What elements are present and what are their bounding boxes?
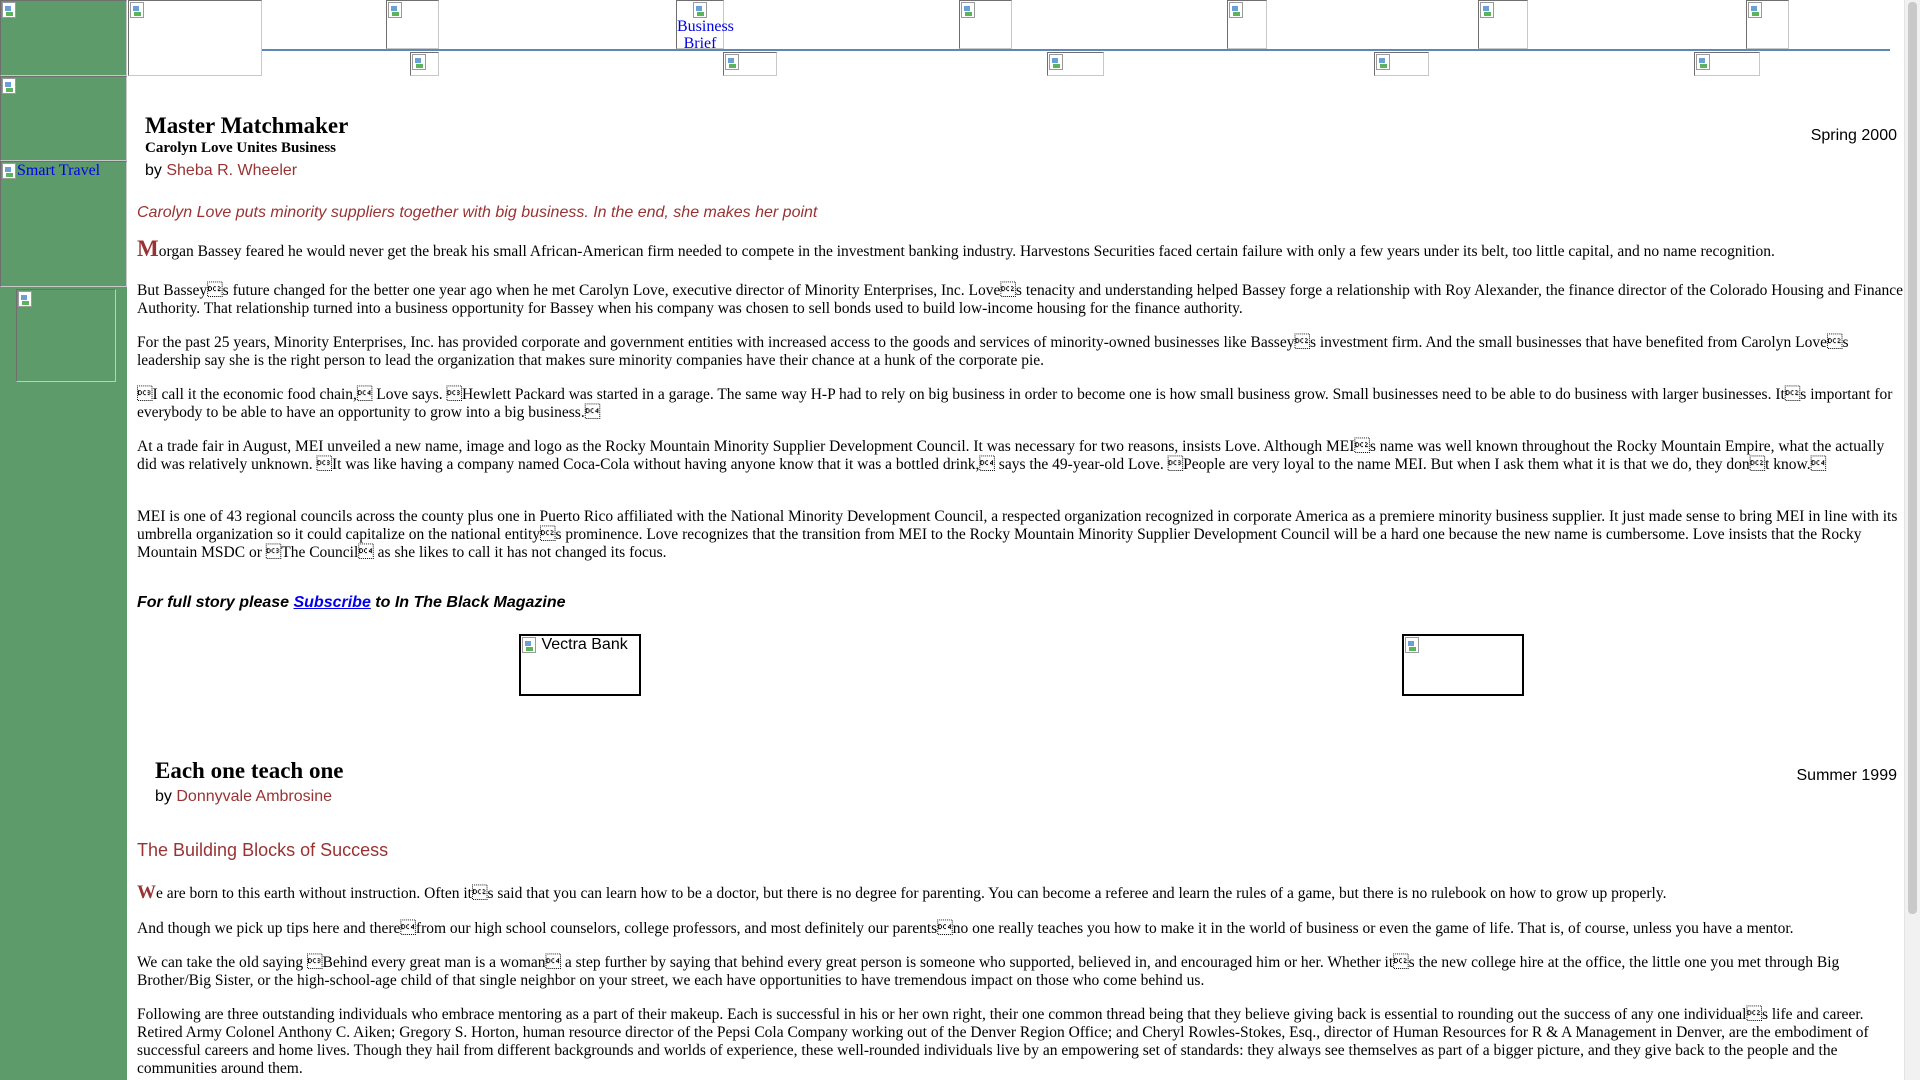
broken-image-icon (1696, 54, 1710, 70)
subnav-image-link-5[interactable] (1694, 52, 1760, 76)
subscribe-callout (137, 594, 566, 612)
article-2-author: Donnyvale Ambrosine (176, 788, 332, 805)
right-banner-ad[interactable] (1402, 634, 1524, 696)
article-1-byline (145, 162, 297, 180)
smart-travel-alt-text: Smart Travel (17, 162, 101, 179)
article-1-paragraph-4: I call it the economic food chain, Love says. Hewlett Packard was started in a garage. The same way H-P had to rely on big business in order to become one is how small business grow. Small businesses need to be able to do business with larger businesses. Its important for everybody to be able to have an opportunity to grow into a big business. (137, 386, 1893, 421)
broken-image-icon (2, 163, 16, 179)
sidebar-logo-image[interactable] (0, 0, 127, 76)
masthead-logo-image[interactable] (128, 0, 262, 76)
broken-image-icon (1376, 54, 1390, 70)
cta-prefix: For full story please (137, 594, 294, 611)
article-2-title: Each one teach one (155, 758, 344, 783)
nav-image-link-4[interactable] (1227, 0, 1267, 49)
broken-image-icon (130, 2, 144, 18)
byline-prefix: by (155, 788, 172, 805)
subnav-image-link-3[interactable] (1047, 52, 1104, 76)
article-1-lead-paragraph (137, 236, 1903, 261)
article-1-paragraph-5: At a trade fair in August, MEI unveiled a new name, image and logo as the Rocky Mountain Minority Supplier Development Council. It was necessary for two reasons, insists Love. Although MEIs name was well known throughout the Rocky Mountain Empire, what the actually did was relatively unknown. It was like having a company named Coca-Cola without having anyone know that it was a bottled drink, says the 49-year-old Love. People are very loyal to the name MEI. But when I ask them what it is that we do, they dont know. (137, 438, 1885, 473)
article-2-paragraph-2: And though we pick up tips here and therefrom our high school counselors, college professors, and most definitely our parentsno one really teaches you how to make it in the world of business or even the game of life. That is, of course, unless you have a mentor. (137, 920, 1794, 937)
nav-image-link-3[interactable] (959, 0, 1012, 49)
vectra-bank-alt-text: Vectra Bank (541, 636, 628, 653)
dropcap: M (137, 236, 159, 261)
article-2-paragraph-4: Following are three outstanding individuals who embrace mentoring as a part of their makeup. Each is successful in his or her own right, their one common thread being that they believe giving back is essential to rounding out the success of any one individuals life and career. Retired Army Colonel Anthony C. Aiken; Gregory S. Horton, human resource director of the Pepsi Cola Company working out of the Denver Region Office; and Cheryl Rowles-Stokes, Esq., director of Human Resources for R & A Management in Denver, are the embodiment of successful careers and home lives. Though they hail from different backgrounds and worlds of experience, these well-rounded individuals live by an empowering set of standards: they always see themselves as part of a bigger picture, and they give back to the people and the communities around them. (137, 1006, 1869, 1077)
broken-image-icon (1480, 2, 1494, 18)
subscribe-link[interactable]: Subscribe (293, 594, 371, 611)
broken-image-icon (412, 54, 426, 70)
nav-divider-line (262, 49, 1890, 51)
sidebar-smart-travel-link[interactable] (0, 161, 127, 287)
broken-image-icon (2, 2, 16, 18)
article-1-paragraph-3: For the past 25 years, Minority Enterprises, Inc. has provided corporate and government entities with increased access to the goods and services of minority-owned businesses like Basseys investment firm. And the small businesses that have benefited from Carolyn Loves leadership say she is the right person to lead the organization that makes sure minority companies have their chance at a hunk of the corporate pie. (137, 334, 1849, 369)
vertical-scrollbar[interactable] (1904, 0, 1920, 1080)
nav-business-brief-link[interactable] (676, 0, 734, 52)
broken-image-icon (388, 2, 402, 18)
lead-paragraph-text: e are born to this earth without instruction. Often its said that you can learn how to be a doctor, but there is no degree for parenting. You can become a referee and learn the rules of a game, but there is no rulebook on how to grow up properly. (156, 885, 1667, 902)
byline-prefix: by (145, 162, 162, 179)
broken-image-icon (693, 2, 707, 18)
subnav-image-link-1[interactable] (410, 52, 439, 76)
article-1-deck: Carolyn Love puts minority suppliers together with big business. In the end, she makes her point (137, 204, 818, 221)
broken-image-icon (961, 2, 975, 18)
scrollbar-thumb[interactable] (1908, 2, 1917, 914)
article-2-paragraph-3: We can take the old saying Behind every great man is a woman a step further by saying that behind every great person is someone who supported, believed in, and encouraged him or her. Whether its the new college hire at the office, the little one you met through Big Brother/Big Sister, or the high-school-age child of that single neighbor on your street, we each have opportunities to have tremendous impact on those who come behind us. (137, 954, 1840, 989)
broken-image-icon (522, 637, 536, 653)
broken-image-icon (725, 54, 739, 70)
article-1-author: Sheba R. Wheeler (166, 162, 298, 179)
broken-image-icon (1405, 637, 1419, 653)
subnav-image-link-2[interactable] (723, 52, 777, 76)
broken-image-icon (1748, 2, 1762, 18)
article-1-season: Spring 2000 (1810, 127, 1897, 144)
lead-paragraph-text: organ Bassey feared he would never get the break his small African-American firm needed to compete in the investment banking industry. Harvestons Securities faced certain failure with only a few years under its belt, too little capital, and no name recognition. (158, 243, 1775, 260)
subnav-image-link-4[interactable] (1374, 52, 1429, 76)
broken-image-icon (1049, 54, 1063, 70)
nav-image-link-6[interactable] (1746, 0, 1789, 49)
business-brief-alt-text: Business Brief (677, 18, 734, 52)
article-2-deck: The Building Blocks of Success (137, 840, 389, 860)
sidebar-promo-image[interactable] (16, 289, 116, 382)
nav-image-link-5[interactable] (1478, 0, 1528, 49)
article-2-byline (155, 788, 332, 806)
sidebar-banner-image[interactable] (0, 76, 127, 161)
broken-image-icon (1229, 2, 1243, 18)
article-2-lead-paragraph (137, 884, 1903, 903)
dropcap: W (137, 882, 156, 903)
article-1-subtitle: Carolyn Love Unites Business (145, 140, 337, 156)
nav-image-link-1[interactable] (386, 0, 439, 49)
broken-image-icon (18, 291, 32, 307)
broken-image-icon (2, 78, 16, 94)
article-1-paragraph-6: MEI is one of 43 regional councils across the county plus one in Puerto Rico affiliated with the National Minority Development Council, a respected organization recognized in corporate America as a premiere minority business supplier. It just made sense to bring MEI in line with its umbrella organization so it could capitalize on the national entitys prominence. Love recognizes that the transition from MEI to the Rocky Mountain Minority Supplier Development Council will be a hard one because the new name is cumbersome. Love insists that the Rocky Mountain MSDC or The Council as she likes to call it has not changed its focus. (137, 508, 1898, 561)
article-2-season: Summer 1999 (1796, 767, 1897, 784)
cta-suffix: to In The Black Magazine (370, 594, 566, 611)
vectra-bank-ad[interactable] (519, 634, 641, 696)
article-1-paragraph-2: But Basseys future changed for the better one year ago when he met Carolyn Love, executive director of Minority Enterprises, Inc. Loves tenacity and understanding helped Bassey forge a relationship with Roy Alexander, the finance director of the Colorado Housing and Finance Authority. That relationship turned into a business opportunity for Bassey when his company was chosen to sell bonds used to build low-income housing for the finance authority. (137, 282, 1903, 317)
article-1-title: Master Matchmaker (145, 113, 349, 138)
